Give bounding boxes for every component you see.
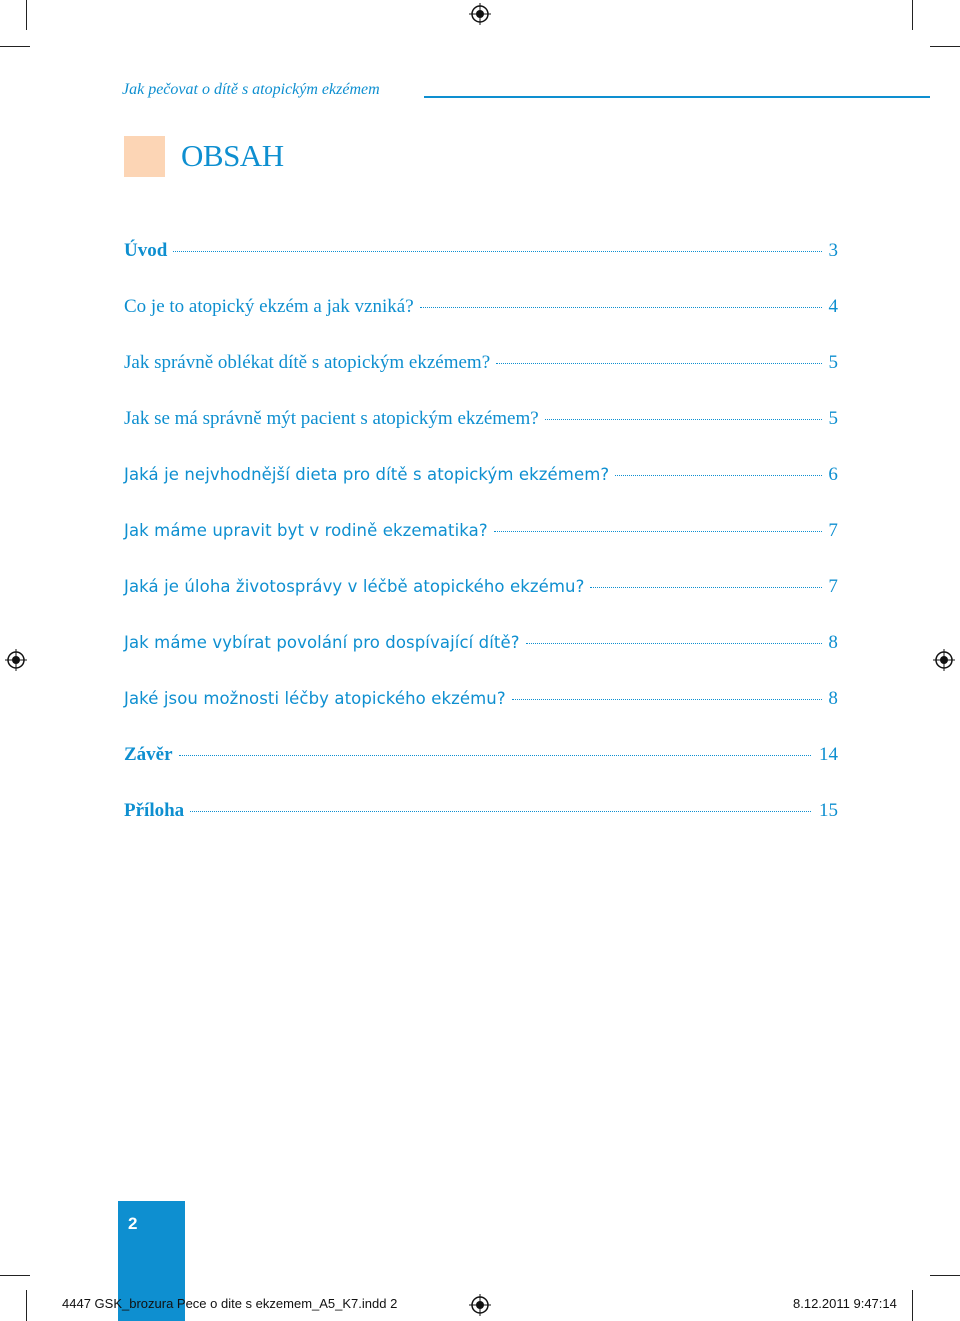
toc-leader-dots [526,642,822,644]
toc-entry-dieta[interactable] [124,464,838,520]
toc-entry-page: 3 [828,240,838,261]
toc-entry-byt[interactable] [124,520,838,576]
toc-entry-uvod[interactable] [124,240,838,296]
toc-entry-label: Jak máme upravit byt v rodině ekzematika? [124,521,488,540]
toc-leader-dots [545,418,822,420]
toc-leader-dots [173,250,822,252]
toc-entry-zaver[interactable] [124,744,838,800]
toc-leader-dots [494,530,822,532]
toc-entry-page: 8 [828,688,838,709]
toc-entry-page: 8 [828,632,838,653]
crop-mark-top-left-v [26,0,27,30]
toc-entry-page: 14 [819,744,838,765]
printer-slug-date: 8.12.2011 9:47:14 [793,1296,897,1311]
printer-slug-file: 4447 GSK_brozura Pece o dite s ekzemem_A5_K7.indd 2 [62,1296,398,1311]
toc-entry-page: 7 [828,576,838,597]
page-number: 2 [128,1214,138,1233]
toc-entry-page: 6 [828,464,838,485]
running-title: Jak pečovat o dítě s atopickým ekzémem [122,81,380,98]
registration-mark-right-icon [933,649,955,671]
toc-entry-oblekat[interactable] [124,352,838,408]
toc-entry-priloha[interactable] [124,800,838,856]
header-rule [424,96,930,98]
toc-entry-zivotosprava[interactable] [124,576,838,632]
crop-mark-top-left-h [0,46,30,47]
toc-entry-label: Jak se má správně mýt pacient s atopickým ekzémem? [124,408,539,429]
title-accent-box [124,136,165,177]
toc-entry-lecba[interactable] [124,688,838,744]
crop-mark-bottom-left-v [26,1290,27,1321]
toc-entry-label: Úvod [124,240,168,261]
toc-entry-label: Příloha [124,800,185,821]
crop-mark-top-right-v [912,0,913,30]
crop-mark-bottom-left-h [0,1275,30,1276]
toc-entry-label: Jaká je úloha životosprávy v léčbě atopického ekzému? [124,577,585,596]
toc-entry-label: Jak správně oblékat dítě s atopickým ekzémem? [124,352,491,373]
registration-mark-top-icon [469,3,491,25]
toc-entry-label: Jak máme vybírat povolání pro dospívající dítě? [124,633,520,652]
crop-mark-top-right-h [930,46,960,47]
toc-entry-page: 5 [828,408,838,429]
toc-entry-label: Jaké jsou možnosti léčby atopického ekzému? [124,689,506,708]
toc-entry-page: 4 [828,296,838,317]
toc-leader-dots [496,362,822,364]
toc-entry-label: Závěr [124,744,173,765]
table-of-contents [124,240,838,856]
toc-entry-page: 15 [819,800,838,821]
toc-leader-dots [190,810,811,812]
registration-mark-left-icon [5,649,27,671]
toc-entry-page: 5 [828,352,838,373]
toc-leader-dots [590,586,822,588]
toc-entry-co-je-to[interactable] [124,296,838,352]
toc-leader-dots [615,474,822,476]
page-title: OBSAH [181,138,284,173]
crop-mark-bottom-right-v [912,1290,913,1321]
toc-entry-myt[interactable] [124,408,838,464]
toc-entry-label: Co je to atopický ekzém a jak vzniká? [124,296,414,317]
toc-entry-label: Jaká je nejvhodnější dieta pro dítě s atopickým ekzémem? [124,465,610,484]
toc-entry-povolani[interactable] [124,632,838,688]
toc-leader-dots [512,698,822,700]
toc-leader-dots [179,754,811,756]
toc-leader-dots [420,306,822,308]
crop-mark-bottom-right-h [930,1275,960,1276]
registration-mark-bottom-icon [469,1294,491,1316]
toc-entry-page: 7 [828,520,838,541]
